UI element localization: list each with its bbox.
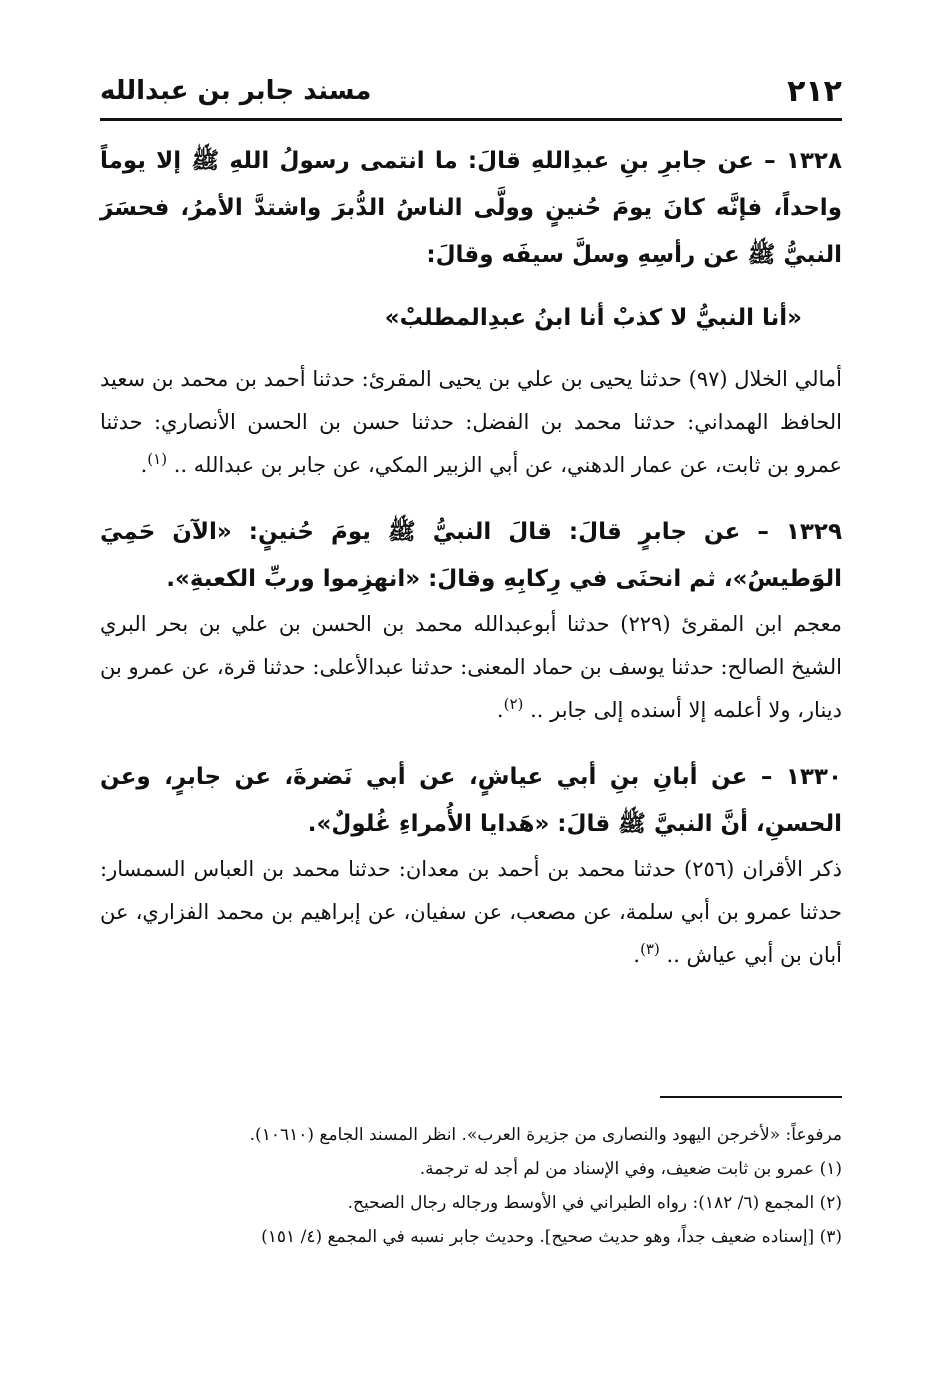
page-number: ٢١٢ [787,74,842,109]
footnote-reference: (٢) [503,695,524,713]
footnote-1: (١) عمرو بن ثابت ضعيف، وفي الإسناد من لم أجد له ترجمة. [419,1159,842,1179]
main-text [100,138,842,999]
source-text: ذكر الأقران (٢٥٦) حدثنا محمد بن أحمد بن معدان: حدثنا محمد بن العباس السمسار: حدثنا عمرو بن أبي سلمة، عن مصعب، عن سفيان، عن إبراهيم بن محمد الفزاري، عن أبان بن أبي عياش .. [100,857,842,967]
hadith-text: ١٣٢٨ – عن جابرِ بنِ عبدِاللهِ قالَ: ما انتمى رسولُ اللهِ ﷺ إلا يوماً واحداً، فإنَّه كانَ يومَ حُنينٍ وولَّى الناسُ الدُّبرَ واشتدَّ الأمرُ، فحسَرَ النبيُّ ﷺ عن رأسِهِ وسلَّ سيفَه وقالَ: [100,148,842,268]
hadith-text: ١٣٢٩ – عن جابرٍ قالَ: قالَ النبيُّ ﷺ يومَ حُنينٍ: «الآنَ حَمِيَ الوَطيسُ»، ثم انحنَى في رِكابِهِ وقالَ: «انهزِموا وربِّ الكعبةِ». [100,519,842,592]
footnotes [100,1118,842,1254]
hadith-entry-1328 [100,138,842,487]
running-header [100,66,842,114]
footnote-reference: (١) [147,450,168,468]
source-text: أمالي الخلال (٩٧) حدثنا يحيى بن علي بن يحيى المقرئ: حدثنا أحمد بن محمد بن سعيد الحافظ الهمداني: حدثنا محمد بن الفضل: حدثنا حسن بن الحسن الأنصاري: حدثنا عمرو بن ثابت، عن عمار الدهني، عن أبي الزبير المكي، عن جابر بن عبدالله .. [100,367,842,477]
footnote-separator [660,1096,842,1098]
source-text: معجم ابن المقرئ (٢٢٩) حدثنا أبوعبدالله محمد بن الحسن بن علي بن بحر البري الشيخ الصالح: حدثنا يوسف بن حماد المعنى: حدثنا عبدالأعلى: حدثنا قرة، عن عمرو بن دينار، ولا أعلمه إلا أسنده إلى جابر .. [100,612,842,722]
hadith-entry-1329 [100,509,842,732]
hadith-text: ١٣٣٠ – عن أبانِ بنِ أبي عياشٍ، عن أبي نَضرةَ، عن جابرٍ، وعن الحسنِ، أنَّ النبيَّ ﷺ قالَ: «هَدايا الأُمراءِ غُلولٌ». [100,764,842,837]
footnote-continuation: مرفوعاً: «لأخرجن اليهود والنصارى من جزيرة العرب». انظر المسند الجامع (١٠٦١٠). [249,1125,842,1145]
hadith-entry-1330 [100,754,842,977]
footnote-2: (٢) المجمع (٦/ ١٨٢): رواه الطبراني في الأوسط ورجاله رجال الصحيح. [347,1193,842,1213]
footnote-reference: (٣) [640,940,660,958]
header-rule [100,118,842,121]
hadith-source: معجم ابن المقرئ (٢٢٩) حدثنا أبوعبدالله محمد بن الحسن بن علي بن بحر البري الشيخ الصالح: حدثنا يوسف بن حماد المعنى: حدثنا عبدالأعلى: حدثنا قرة، عن عمرو بن دينار، ولا أعلمه إلا أسنده إلى جابر .. $^{(٢)}$. [100,612,842,722]
running-title: مسند جابر بن عبدالله [100,76,372,106]
hadith-source: أمالي الخلال (٩٧) حدثنا يحيى بن علي بن يحيى المقرئ: حدثنا أحمد بن محمد بن سعيد الحافظ الهمداني: حدثنا محمد بن الفضل: حدثنا حسن بن الحسن الأنصاري: حدثنا عمرو بن ثابت، عن عمار الدهني، عن أبي الزبير المكي، عن جابر بن عبدالله .. $^{(١)}$. [100,367,842,477]
hadith-source: ذكر الأقران (٢٥٦) حدثنا محمد بن أحمد بن معدان: حدثنا محمد بن العباس السمسار: حدثنا عمرو بن أبي سلمة، عن مصعب، عن سفيان، عن إبراهيم بن محمد الفزاري، عن أبان بن أبي عياش .. $^{(٣)}$. [100,857,842,967]
footnote-3: (٣) [إسناده ضعيف جداً، وهو حديث صحيح]. وحديث جابر نسبه في المجمع (٤/ ١٥١) [261,1227,842,1247]
hadith-verse: «أنا النبيُّ لا كذبْ أنا ابنُ عبدِالمطلبْ» [384,305,802,331]
